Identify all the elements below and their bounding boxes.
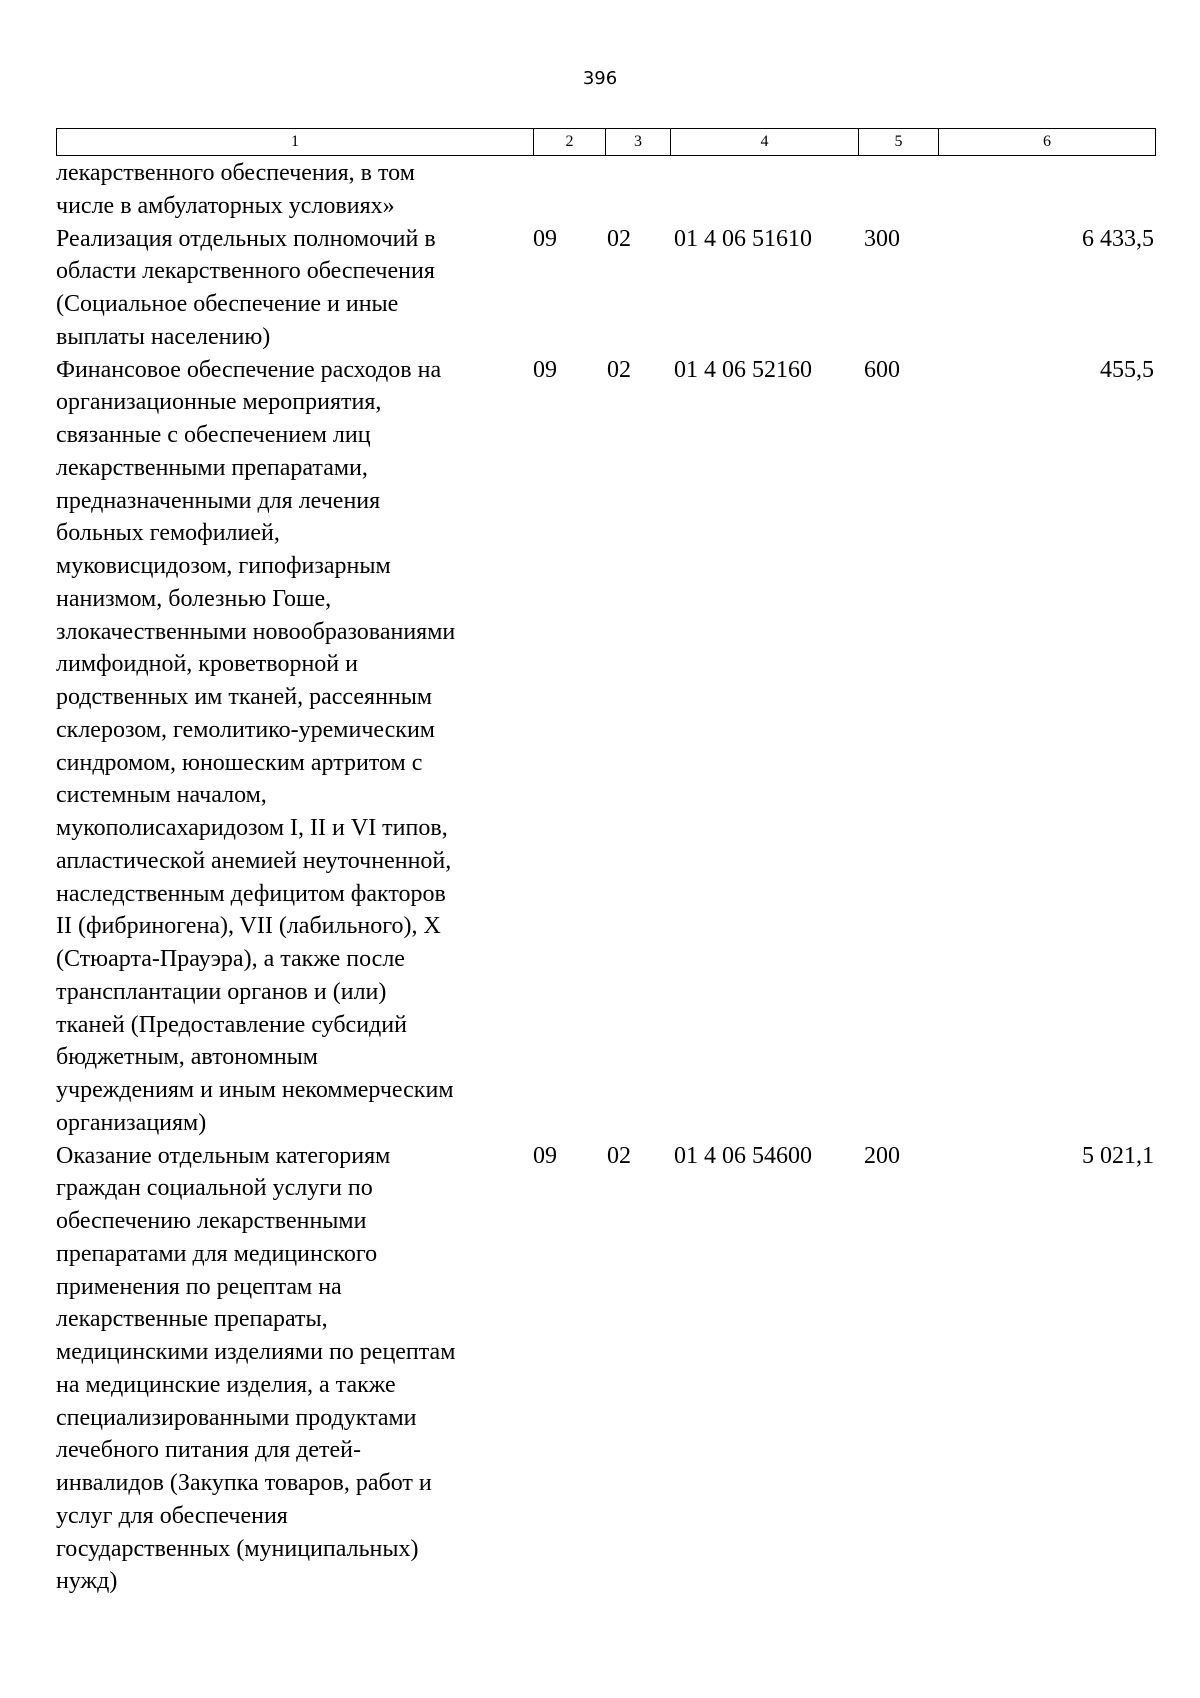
description-line: числе в амбулаторных условиях» <box>56 192 395 219</box>
description-line: бюджетным, автономным <box>56 1044 318 1071</box>
column-header-3: 3 <box>606 129 671 155</box>
description-line: больных гемофилией, <box>56 520 280 547</box>
description-line: родственных им тканей, рассеянным <box>56 684 433 710</box>
description-line: трансплантации органов и (или) <box>56 978 387 1005</box>
row-target-article: 01 4 06 52160 <box>674 356 812 383</box>
row-description <box>56 223 533 354</box>
row-subsection <box>605 157 672 223</box>
description-line: обеспечению лекарственными <box>56 1208 367 1234</box>
description-line: инвалидов (Закупка товаров, работ и <box>56 1470 432 1496</box>
row-section: 09 <box>533 225 557 252</box>
column-header-5: 5 <box>859 129 939 155</box>
description-line: II (фибриногена), VII (лабильного), X <box>56 913 441 940</box>
row-subsection: 02 <box>607 356 631 383</box>
description-line: тканей (Предоставление субсидий <box>56 1011 407 1038</box>
description-line: синдромом, юношеским артритом с <box>56 749 423 776</box>
row-section <box>533 157 605 223</box>
table-row <box>56 223 1156 354</box>
page-number: 396 <box>582 68 618 89</box>
description-line: специализированными продуктами <box>56 1404 417 1431</box>
description-line: учреждениям и иным некоммерческим <box>56 1077 454 1103</box>
table-header <box>56 128 1156 156</box>
row-target-article: 01 4 06 51610 <box>674 225 812 252</box>
row-description <box>56 1140 533 1599</box>
table-row <box>56 157 1156 223</box>
description-line: выплаты населению) <box>56 323 271 350</box>
description-line: организациям) <box>56 1109 207 1136</box>
description-line: лекарственными препаратами, <box>56 454 368 481</box>
description-line: злокачественными новообразованиями <box>56 618 456 645</box>
description-line: граждан социальной услуги по <box>56 1175 373 1202</box>
description-line: на медицинские изделия, а также <box>56 1371 396 1398</box>
table-row <box>56 354 1156 1140</box>
row-expense-type: 600 <box>864 356 900 383</box>
table-body <box>56 157 1156 1598</box>
description-line: лекарственного обеспечения, в том <box>56 160 415 186</box>
description-line: Реализация отдельных полномочий в <box>56 225 436 252</box>
description-line: организационные мероприятия, <box>56 389 382 416</box>
row-description <box>56 157 533 223</box>
row-target-article: 01 4 06 54600 <box>674 1142 812 1169</box>
row-subsection: 02 <box>607 225 631 252</box>
table-row <box>56 1140 1156 1599</box>
description-line: лекарственные препараты, <box>56 1306 328 1333</box>
row-amount: 455,5 <box>1100 356 1154 383</box>
description-line: государственных (муниципальных) <box>56 1535 419 1562</box>
description-line: муковисцидозом, гипофизарным <box>56 553 391 579</box>
description-line: системным началом, <box>56 782 267 809</box>
description-line: (Социальное обеспечение и иные <box>56 291 399 317</box>
description-line: услуг для обеспечения <box>56 1502 288 1529</box>
description-line: связанные с обеспечением лиц <box>56 422 371 448</box>
description-line: лимфоидной, кроветворной и <box>56 651 358 678</box>
row-section: 09 <box>533 356 557 383</box>
row-expense-type: 300 <box>864 225 900 252</box>
description-line: нанизмом, болезнью Гоше, <box>56 585 332 612</box>
description-line: медицинскими изделиями по рецептам <box>56 1339 456 1365</box>
column-header-1: 1 <box>57 129 534 155</box>
description-line: нужд) <box>56 1568 118 1595</box>
description-line: мукополисахаридозом I, II и VI типов, <box>56 815 448 841</box>
description-line: апластической анемией неуточненной, <box>56 847 452 874</box>
description-line: (Стюарта-Прауэра), а также после <box>56 946 405 972</box>
row-description <box>56 354 533 1140</box>
row-amount: 6 433,5 <box>1082 225 1154 252</box>
description-line: наследственным дефицитом факторов <box>56 880 446 907</box>
row-amount <box>944 157 1156 223</box>
row-target-article <box>672 157 862 223</box>
row-amount: 5 021,1 <box>1082 1142 1154 1169</box>
column-header-2: 2 <box>534 129 606 155</box>
description-line: Финансовое обеспечение расходов на <box>56 356 442 383</box>
row-section: 09 <box>533 1142 557 1169</box>
description-line: лечебного питания для детей- <box>56 1437 361 1464</box>
row-expense-type <box>862 157 944 223</box>
column-header-6: 6 <box>1043 133 1051 150</box>
description-line: предназначенными для лечения <box>56 487 381 514</box>
row-subsection: 02 <box>607 1142 631 1169</box>
description-line: области лекарственного обеспечения <box>56 258 435 285</box>
description-line: применения по рецептам на <box>56 1273 342 1300</box>
description-line: Оказание отдельным категориям <box>56 1142 391 1169</box>
description-line: склерозом, гемолитико-уремическим <box>56 716 435 743</box>
row-expense-type: 200 <box>864 1142 900 1169</box>
column-header-4: 4 <box>671 129 859 155</box>
description-line: препаратами для медицинского <box>56 1240 378 1267</box>
